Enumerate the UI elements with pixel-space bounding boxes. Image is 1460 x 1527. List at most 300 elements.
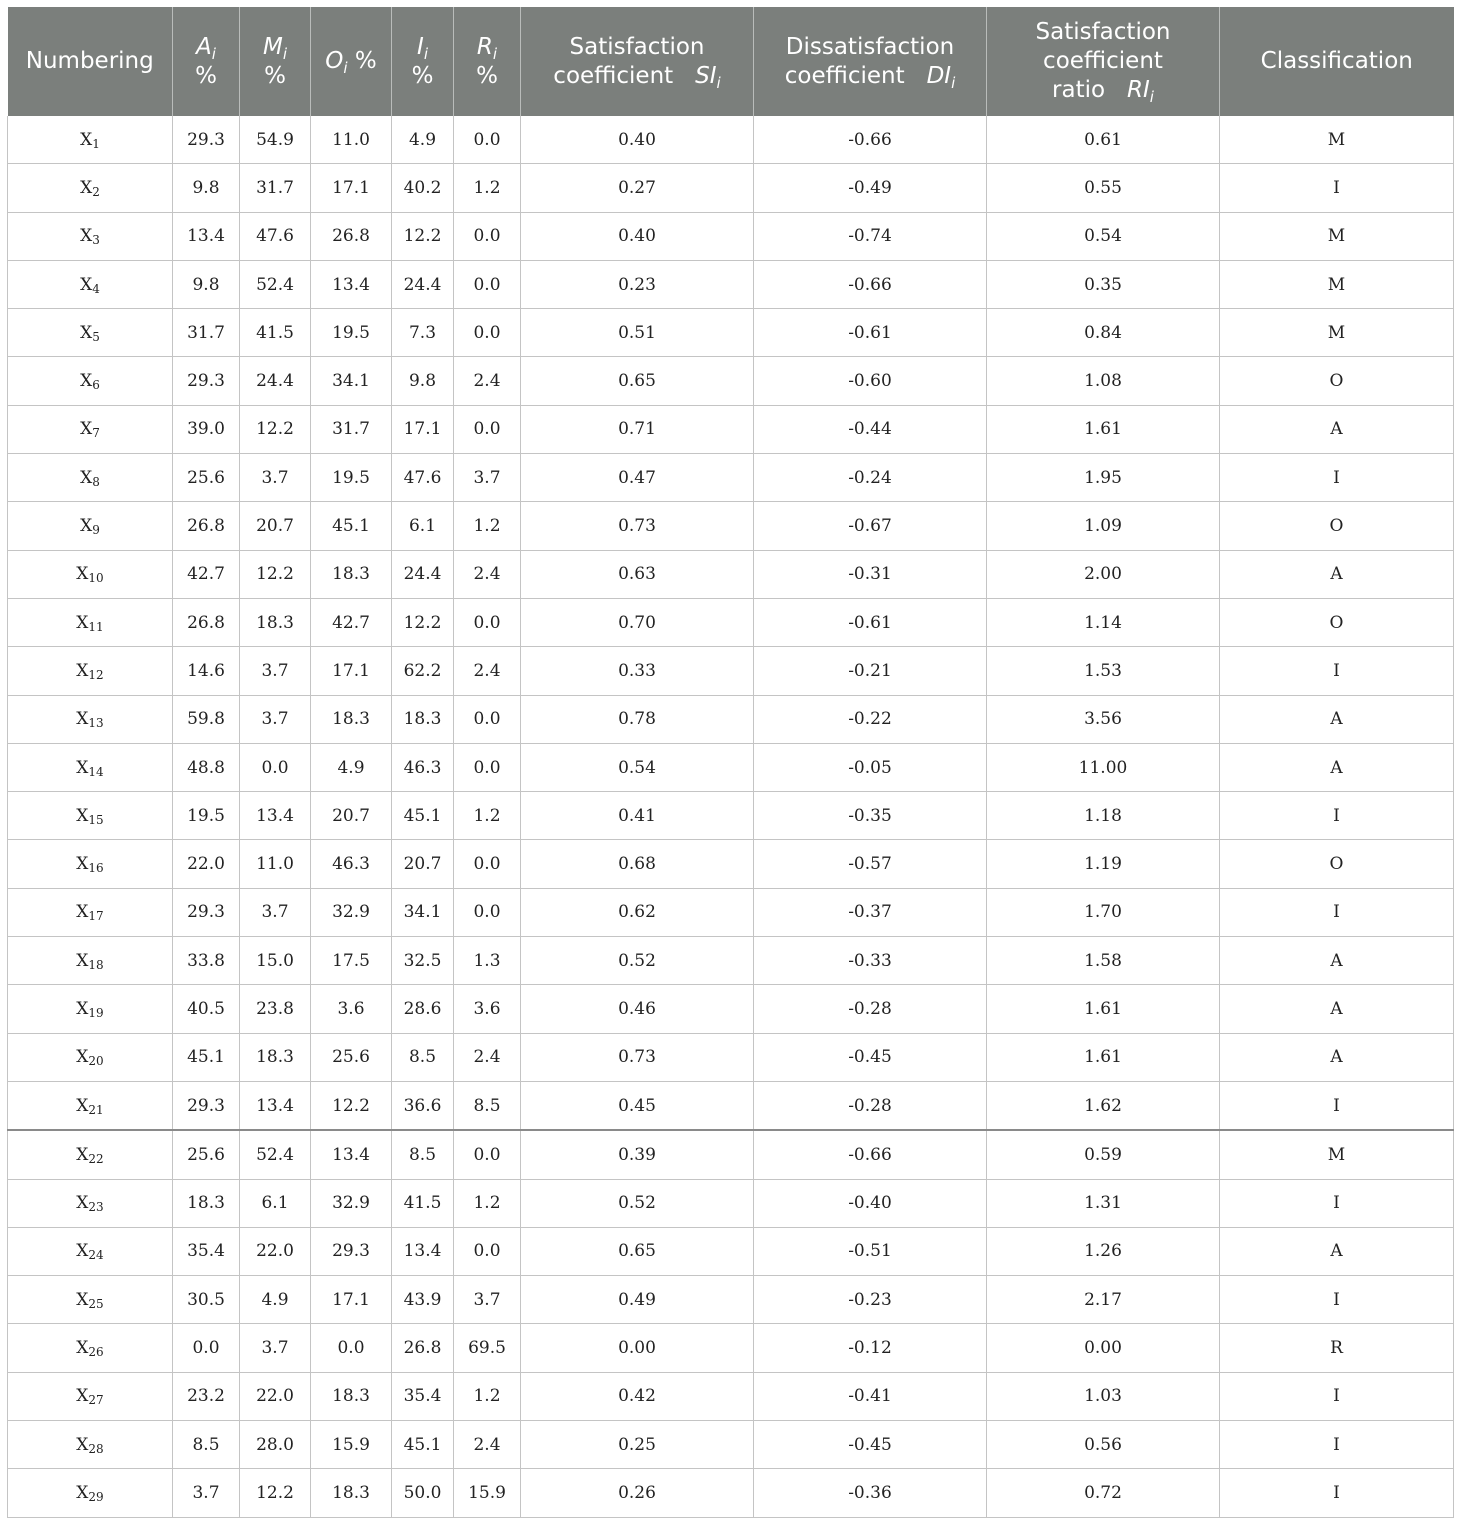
cell-a: 40.5 bbox=[173, 985, 240, 1033]
cell-si: 0.63 bbox=[521, 550, 754, 598]
cell-di: -0.67 bbox=[754, 502, 987, 550]
cell-m: 3.7 bbox=[240, 454, 311, 502]
cell-m: 4.9 bbox=[240, 1276, 311, 1324]
table-row bbox=[8, 1469, 1454, 1517]
cell-i: 8.5 bbox=[392, 1033, 454, 1081]
cell-m: 22.0 bbox=[240, 1372, 311, 1420]
cell-cls: I bbox=[1220, 454, 1454, 502]
cell-ri: 1.09 bbox=[987, 502, 1220, 550]
cell-i: 34.1 bbox=[392, 888, 454, 936]
cell-numbering: $X_{22}$ bbox=[8, 1130, 173, 1179]
cell-r: 2.4 bbox=[454, 357, 521, 405]
cell-i: 8.5 bbox=[392, 1130, 454, 1179]
cell-a: 14.6 bbox=[173, 647, 240, 695]
cell-numbering: $X_{29}$ bbox=[8, 1469, 173, 1517]
header-satisfaction-coefficient: Satisfaction coefficient $SI_i$ bbox=[521, 7, 754, 116]
cell-di: -0.61 bbox=[754, 598, 987, 646]
cell-a: 25.6 bbox=[173, 1130, 240, 1179]
cell-a: 9.8 bbox=[173, 164, 240, 212]
kano-classification-table bbox=[7, 7, 1454, 1518]
cell-ri: 1.31 bbox=[987, 1179, 1220, 1227]
cell-o: 18.3 bbox=[311, 550, 392, 598]
cell-si: 0.27 bbox=[521, 164, 754, 212]
cell-o: 46.3 bbox=[311, 840, 392, 888]
table-row bbox=[8, 1227, 1454, 1275]
cell-m: 31.7 bbox=[240, 164, 311, 212]
cell-si: 0.68 bbox=[521, 840, 754, 888]
cell-di: -0.40 bbox=[754, 1179, 987, 1227]
table-row bbox=[8, 1421, 1454, 1469]
cell-i: 32.5 bbox=[392, 937, 454, 985]
cell-si: 0.73 bbox=[521, 502, 754, 550]
cell-cls: M bbox=[1220, 116, 1454, 164]
cell-ri: 1.61 bbox=[987, 985, 1220, 1033]
cell-r: 1.3 bbox=[454, 937, 521, 985]
cell-a: 26.8 bbox=[173, 502, 240, 550]
cell-numbering: $X_4$ bbox=[8, 260, 173, 308]
header-a: $A_i$ % bbox=[173, 7, 240, 116]
cell-numbering: $X_{16}$ bbox=[8, 840, 173, 888]
cell-r: 8.5 bbox=[454, 1081, 521, 1130]
cell-r: 1.2 bbox=[454, 1179, 521, 1227]
cell-a: 8.5 bbox=[173, 1421, 240, 1469]
cell-ri: 2.17 bbox=[987, 1276, 1220, 1324]
cell-o: 25.6 bbox=[311, 1033, 392, 1081]
cell-ri: 1.61 bbox=[987, 1033, 1220, 1081]
cell-r: 3.7 bbox=[454, 454, 521, 502]
cell-si: 0.78 bbox=[521, 695, 754, 743]
table-row bbox=[8, 1372, 1454, 1420]
cell-r: 2.4 bbox=[454, 1421, 521, 1469]
cell-i: 26.8 bbox=[392, 1324, 454, 1372]
cell-o: 13.4 bbox=[311, 1130, 392, 1179]
cell-a: 45.1 bbox=[173, 1033, 240, 1081]
cell-o: 15.9 bbox=[311, 1421, 392, 1469]
table-row bbox=[8, 1276, 1454, 1324]
cell-ri: 0.54 bbox=[987, 212, 1220, 260]
cell-di: -0.05 bbox=[754, 743, 987, 791]
cell-si: 0.40 bbox=[521, 212, 754, 260]
cell-si: 0.00 bbox=[521, 1324, 754, 1372]
cell-i: 47.6 bbox=[392, 454, 454, 502]
cell-r: 0.0 bbox=[454, 260, 521, 308]
header-row bbox=[8, 7, 1454, 116]
cell-di: -0.22 bbox=[754, 695, 987, 743]
cell-ri: 1.53 bbox=[987, 647, 1220, 695]
cell-a: 25.6 bbox=[173, 454, 240, 502]
cell-a: 42.7 bbox=[173, 550, 240, 598]
header-classification: Classification bbox=[1220, 7, 1454, 116]
cell-i: 12.2 bbox=[392, 212, 454, 260]
cell-m: 18.3 bbox=[240, 1033, 311, 1081]
cell-di: -0.44 bbox=[754, 405, 987, 453]
cell-r: 15.9 bbox=[454, 1469, 521, 1517]
cell-i: 41.5 bbox=[392, 1179, 454, 1227]
cell-cls: I bbox=[1220, 792, 1454, 840]
cell-ri: 3.56 bbox=[987, 695, 1220, 743]
header-i: $I_i$ % bbox=[392, 7, 454, 116]
cell-i: 24.4 bbox=[392, 260, 454, 308]
cell-o: 18.3 bbox=[311, 695, 392, 743]
cell-ri: 0.59 bbox=[987, 1130, 1220, 1179]
table-row bbox=[8, 985, 1454, 1033]
cell-m: 11.0 bbox=[240, 840, 311, 888]
cell-ri: 1.18 bbox=[987, 792, 1220, 840]
cell-o: 17.5 bbox=[311, 937, 392, 985]
cell-r: 1.2 bbox=[454, 164, 521, 212]
cell-numbering: $X_{13}$ bbox=[8, 695, 173, 743]
cell-di: -0.66 bbox=[754, 260, 987, 308]
cell-ri: 1.95 bbox=[987, 454, 1220, 502]
cell-di: -0.33 bbox=[754, 937, 987, 985]
table-row bbox=[8, 116, 1454, 164]
cell-a: 48.8 bbox=[173, 743, 240, 791]
cell-ri: 0.61 bbox=[987, 116, 1220, 164]
cell-numbering: $X_{21}$ bbox=[8, 1081, 173, 1130]
cell-cls: R bbox=[1220, 1324, 1454, 1372]
cell-o: 18.3 bbox=[311, 1469, 392, 1517]
header-o: $O_i$ % bbox=[311, 7, 392, 116]
cell-si: 0.23 bbox=[521, 260, 754, 308]
cell-o: 19.5 bbox=[311, 309, 392, 357]
table-row bbox=[8, 405, 1454, 453]
cell-i: 18.3 bbox=[392, 695, 454, 743]
cell-di: -0.21 bbox=[754, 647, 987, 695]
cell-ri: 0.72 bbox=[987, 1469, 1220, 1517]
cell-r: 0.0 bbox=[454, 309, 521, 357]
cell-r: 3.7 bbox=[454, 1276, 521, 1324]
cell-a: 31.7 bbox=[173, 309, 240, 357]
cell-a: 35.4 bbox=[173, 1227, 240, 1275]
cell-cls: I bbox=[1220, 1469, 1454, 1517]
cell-i: 24.4 bbox=[392, 550, 454, 598]
cell-si: 0.54 bbox=[521, 743, 754, 791]
cell-o: 19.5 bbox=[311, 454, 392, 502]
cell-ri: 1.58 bbox=[987, 937, 1220, 985]
cell-cls: I bbox=[1220, 647, 1454, 695]
cell-numbering: $X_{25}$ bbox=[8, 1276, 173, 1324]
cell-si: 0.47 bbox=[521, 454, 754, 502]
cell-o: 34.1 bbox=[311, 357, 392, 405]
cell-m: 13.4 bbox=[240, 1081, 311, 1130]
cell-a: 23.2 bbox=[173, 1372, 240, 1420]
cell-numbering: $X_2$ bbox=[8, 164, 173, 212]
table-row bbox=[8, 695, 1454, 743]
cell-o: 17.1 bbox=[311, 1276, 392, 1324]
cell-m: 54.9 bbox=[240, 116, 311, 164]
cell-numbering: $X_3$ bbox=[8, 212, 173, 260]
cell-m: 22.0 bbox=[240, 1227, 311, 1275]
cell-m: 3.7 bbox=[240, 695, 311, 743]
cell-cls: M bbox=[1220, 260, 1454, 308]
cell-cls: O bbox=[1220, 357, 1454, 405]
kano-table-container bbox=[7, 7, 1453, 1518]
cell-r: 0.0 bbox=[454, 212, 521, 260]
table-row bbox=[8, 1033, 1454, 1081]
cell-si: 0.65 bbox=[521, 1227, 754, 1275]
cell-a: 9.8 bbox=[173, 260, 240, 308]
cell-o: 26.8 bbox=[311, 212, 392, 260]
cell-i: 7.3 bbox=[392, 309, 454, 357]
cell-numbering: $X_{12}$ bbox=[8, 647, 173, 695]
cell-cls: I bbox=[1220, 888, 1454, 936]
cell-numbering: $X_{15}$ bbox=[8, 792, 173, 840]
cell-di: -0.51 bbox=[754, 1227, 987, 1275]
cell-i: 13.4 bbox=[392, 1227, 454, 1275]
cell-numbering: $X_{20}$ bbox=[8, 1033, 173, 1081]
cell-di: -0.28 bbox=[754, 985, 987, 1033]
cell-numbering: $X_{18}$ bbox=[8, 937, 173, 985]
cell-cls: A bbox=[1220, 1033, 1454, 1081]
cell-a: 18.3 bbox=[173, 1179, 240, 1227]
cell-o: 13.4 bbox=[311, 260, 392, 308]
cell-di: -0.36 bbox=[754, 1469, 987, 1517]
cell-m: 3.7 bbox=[240, 647, 311, 695]
cell-r: 0.0 bbox=[454, 840, 521, 888]
table-row bbox=[8, 647, 1454, 695]
cell-cls: A bbox=[1220, 695, 1454, 743]
cell-o: 3.6 bbox=[311, 985, 392, 1033]
cell-di: -0.49 bbox=[754, 164, 987, 212]
cell-si: 0.51 bbox=[521, 309, 754, 357]
cell-di: -0.24 bbox=[754, 454, 987, 502]
cell-cls: I bbox=[1220, 164, 1454, 212]
cell-o: 42.7 bbox=[311, 598, 392, 646]
cell-r: 0.0 bbox=[454, 116, 521, 164]
table-row bbox=[8, 598, 1454, 646]
cell-r: 0.0 bbox=[454, 743, 521, 791]
cell-i: 40.2 bbox=[392, 164, 454, 212]
cell-numbering: $X_5$ bbox=[8, 309, 173, 357]
table-row bbox=[8, 550, 1454, 598]
cell-di: -0.23 bbox=[754, 1276, 987, 1324]
table-row bbox=[8, 1324, 1454, 1372]
cell-cls: A bbox=[1220, 743, 1454, 791]
cell-r: 1.2 bbox=[454, 1372, 521, 1420]
table-row bbox=[8, 792, 1454, 840]
cell-si: 0.33 bbox=[521, 647, 754, 695]
cell-numbering: $X_{23}$ bbox=[8, 1179, 173, 1227]
cell-di: -0.37 bbox=[754, 888, 987, 936]
cell-m: 3.7 bbox=[240, 1324, 311, 1372]
cell-si: 0.46 bbox=[521, 985, 754, 1033]
cell-si: 0.73 bbox=[521, 1033, 754, 1081]
cell-m: 23.8 bbox=[240, 985, 311, 1033]
cell-di: -0.41 bbox=[754, 1372, 987, 1420]
cell-si: 0.40 bbox=[521, 116, 754, 164]
header-dissatisfaction-coefficient: Dissatisfaction coefficient $DI_i$ bbox=[754, 7, 987, 116]
cell-o: 11.0 bbox=[311, 116, 392, 164]
cell-m: 52.4 bbox=[240, 1130, 311, 1179]
header-r: $R_i$ % bbox=[454, 7, 521, 116]
cell-di: -0.28 bbox=[754, 1081, 987, 1130]
cell-di: -0.12 bbox=[754, 1324, 987, 1372]
cell-ri: 11.00 bbox=[987, 743, 1220, 791]
cell-o: 17.1 bbox=[311, 164, 392, 212]
cell-m: 0.0 bbox=[240, 743, 311, 791]
table-row bbox=[8, 164, 1454, 212]
cell-si: 0.52 bbox=[521, 937, 754, 985]
cell-r: 1.2 bbox=[454, 502, 521, 550]
cell-r: 0.0 bbox=[454, 695, 521, 743]
cell-cls: M bbox=[1220, 1130, 1454, 1179]
cell-ri: 0.35 bbox=[987, 260, 1220, 308]
cell-di: -0.57 bbox=[754, 840, 987, 888]
cell-m: 12.2 bbox=[240, 550, 311, 598]
cell-a: 59.8 bbox=[173, 695, 240, 743]
cell-cls: A bbox=[1220, 937, 1454, 985]
cell-cls: O bbox=[1220, 598, 1454, 646]
cell-r: 0.0 bbox=[454, 888, 521, 936]
cell-r: 0.0 bbox=[454, 1130, 521, 1179]
cell-i: 9.8 bbox=[392, 357, 454, 405]
cell-numbering: $X_7$ bbox=[8, 405, 173, 453]
table-row bbox=[8, 260, 1454, 308]
cell-o: 17.1 bbox=[311, 647, 392, 695]
cell-i: 46.3 bbox=[392, 743, 454, 791]
cell-ri: 1.70 bbox=[987, 888, 1220, 936]
cell-o: 32.9 bbox=[311, 888, 392, 936]
cell-cls: M bbox=[1220, 212, 1454, 260]
cell-cls: A bbox=[1220, 985, 1454, 1033]
cell-ri: 1.19 bbox=[987, 840, 1220, 888]
table-row bbox=[8, 1179, 1454, 1227]
table-row bbox=[8, 502, 1454, 550]
table-row bbox=[8, 1130, 1454, 1179]
cell-o: 4.9 bbox=[311, 743, 392, 791]
cell-ri: 0.55 bbox=[987, 164, 1220, 212]
cell-cls: O bbox=[1220, 840, 1454, 888]
cell-si: 0.62 bbox=[521, 888, 754, 936]
cell-a: 0.0 bbox=[173, 1324, 240, 1372]
cell-numbering: $X_{14}$ bbox=[8, 743, 173, 791]
cell-ri: 1.62 bbox=[987, 1081, 1220, 1130]
cell-numbering: $X_{24}$ bbox=[8, 1227, 173, 1275]
cell-di: -0.31 bbox=[754, 550, 987, 598]
cell-i: 6.1 bbox=[392, 502, 454, 550]
cell-m: 6.1 bbox=[240, 1179, 311, 1227]
cell-di: -0.35 bbox=[754, 792, 987, 840]
cell-i: 35.4 bbox=[392, 1372, 454, 1420]
cell-m: 15.0 bbox=[240, 937, 311, 985]
cell-r: 2.4 bbox=[454, 1033, 521, 1081]
cell-numbering: $X_{11}$ bbox=[8, 598, 173, 646]
cell-ri: 0.56 bbox=[987, 1421, 1220, 1469]
cell-numbering: $X_{10}$ bbox=[8, 550, 173, 598]
cell-a: 26.8 bbox=[173, 598, 240, 646]
cell-numbering: $X_{17}$ bbox=[8, 888, 173, 936]
table-row bbox=[8, 937, 1454, 985]
cell-si: 0.39 bbox=[521, 1130, 754, 1179]
cell-o: 31.7 bbox=[311, 405, 392, 453]
cell-o: 29.3 bbox=[311, 1227, 392, 1275]
cell-si: 0.26 bbox=[521, 1469, 754, 1517]
cell-cls: A bbox=[1220, 405, 1454, 453]
table-row bbox=[8, 357, 1454, 405]
cell-si: 0.45 bbox=[521, 1081, 754, 1130]
cell-di: -0.66 bbox=[754, 116, 987, 164]
cell-a: 29.3 bbox=[173, 116, 240, 164]
cell-m: 18.3 bbox=[240, 598, 311, 646]
cell-si: 0.71 bbox=[521, 405, 754, 453]
cell-a: 19.5 bbox=[173, 792, 240, 840]
table-row bbox=[8, 840, 1454, 888]
table-row bbox=[8, 888, 1454, 936]
table-row bbox=[8, 1081, 1454, 1130]
cell-ri: 2.00 bbox=[987, 550, 1220, 598]
cell-a: 39.0 bbox=[173, 405, 240, 453]
cell-si: 0.42 bbox=[521, 1372, 754, 1420]
cell-m: 13.4 bbox=[240, 792, 311, 840]
cell-m: 24.4 bbox=[240, 357, 311, 405]
cell-di: -0.66 bbox=[754, 1130, 987, 1179]
cell-m: 20.7 bbox=[240, 502, 311, 550]
cell-numbering: $X_9$ bbox=[8, 502, 173, 550]
table-row bbox=[8, 309, 1454, 357]
cell-r: 1.2 bbox=[454, 792, 521, 840]
cell-o: 32.9 bbox=[311, 1179, 392, 1227]
cell-di: -0.61 bbox=[754, 309, 987, 357]
cell-i: 28.6 bbox=[392, 985, 454, 1033]
cell-o: 18.3 bbox=[311, 1372, 392, 1420]
cell-cls: A bbox=[1220, 1227, 1454, 1275]
cell-di: -0.45 bbox=[754, 1421, 987, 1469]
cell-r: 69.5 bbox=[454, 1324, 521, 1372]
cell-i: 12.2 bbox=[392, 598, 454, 646]
cell-cls: O bbox=[1220, 502, 1454, 550]
cell-i: 17.1 bbox=[392, 405, 454, 453]
cell-m: 41.5 bbox=[240, 309, 311, 357]
cell-numbering: $X_8$ bbox=[8, 454, 173, 502]
cell-numbering: $X_{26}$ bbox=[8, 1324, 173, 1372]
cell-cls: A bbox=[1220, 550, 1454, 598]
cell-i: 50.0 bbox=[392, 1469, 454, 1517]
cell-i: 43.9 bbox=[392, 1276, 454, 1324]
table-header bbox=[8, 7, 1454, 116]
cell-ri: 0.00 bbox=[987, 1324, 1220, 1372]
cell-m: 28.0 bbox=[240, 1421, 311, 1469]
cell-m: 47.6 bbox=[240, 212, 311, 260]
cell-ri: 0.84 bbox=[987, 309, 1220, 357]
cell-numbering: $X_{19}$ bbox=[8, 985, 173, 1033]
cell-si: 0.65 bbox=[521, 357, 754, 405]
cell-cls: M bbox=[1220, 309, 1454, 357]
cell-i: 62.2 bbox=[392, 647, 454, 695]
cell-i: 45.1 bbox=[392, 792, 454, 840]
cell-m: 52.4 bbox=[240, 260, 311, 308]
cell-cls: I bbox=[1220, 1276, 1454, 1324]
cell-a: 33.8 bbox=[173, 937, 240, 985]
cell-ri: 1.26 bbox=[987, 1227, 1220, 1275]
cell-r: 3.6 bbox=[454, 985, 521, 1033]
cell-di: -0.45 bbox=[754, 1033, 987, 1081]
cell-i: 36.6 bbox=[392, 1081, 454, 1130]
cell-si: 0.49 bbox=[521, 1276, 754, 1324]
table-row bbox=[8, 743, 1454, 791]
cell-si: 0.70 bbox=[521, 598, 754, 646]
cell-cls: I bbox=[1220, 1081, 1454, 1130]
cell-r: 0.0 bbox=[454, 1227, 521, 1275]
cell-r: 0.0 bbox=[454, 405, 521, 453]
cell-a: 29.3 bbox=[173, 357, 240, 405]
cell-cls: I bbox=[1220, 1372, 1454, 1420]
cell-ri: 1.14 bbox=[987, 598, 1220, 646]
cell-cls: I bbox=[1220, 1421, 1454, 1469]
cell-o: 20.7 bbox=[311, 792, 392, 840]
cell-m: 3.7 bbox=[240, 888, 311, 936]
cell-i: 45.1 bbox=[392, 1421, 454, 1469]
cell-numbering: $X_1$ bbox=[8, 116, 173, 164]
